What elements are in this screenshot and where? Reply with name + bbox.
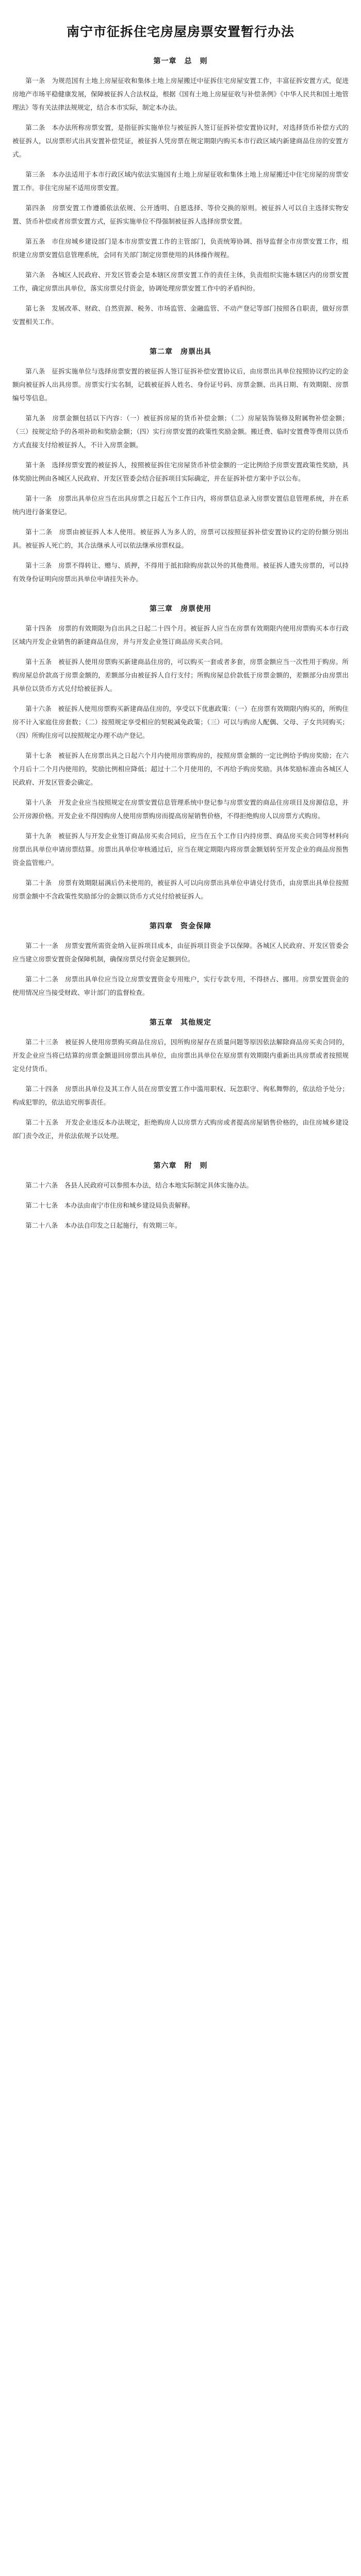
chapter-section	[12, 603, 349, 903]
chapter-title: 第一章 总 则	[153, 57, 208, 65]
chapter-section	[12, 921, 349, 999]
article-paragraph: 第十五条 被征拆人使用房票购买新建商品住房的，可以购买一套或者多套，房票金额应当一次性用于购房。所购房屋总价款高于房票金额的，差额部分由被征拆人自行支付；所购房屋总价款低于房票金额的，差额部分由房票出具单位以货币方式兑付给被征拆人。	[12, 658, 349, 692]
article-paragraph: 第五条 市住房城乡建设部门是本市房票安置工作的主管部门，负责统筹协调、指导监督全市房票安置工作，组织建立房票安置信息管理系统，会同有关部门制定房票使用的具体操作规程。	[12, 238, 349, 259]
chapter-section	[12, 56, 349, 329]
article-paragraph: 第九条 房票金额包括以下内容：（一）被征拆房屋的货币补偿金额；（二）房屋装饰装修及附属物补偿金额；（三）按规定给予的各项补助和奖励金额；（四）实行房票安置的政策性奖励金额。搬迁费、临时安置费等费用以货币方式直接支付给被征拆人，不计入房票金额。	[12, 414, 349, 449]
article-paragraph: 第一条 为规范国有土地上房屋征收和集体土地上房屋搬迁中征拆住宅房屋安置工作，丰富征拆安置方式，促进房地产市场平稳健康发展，保障被征拆人合法权益，根据《国有土地上房屋征收与补偿条例》《中华人民共和国土地管理法》等有关法律法规规定，结合本市实际，制定本办法。	[12, 77, 349, 111]
article-paragraph: 第四条 房票安置工作遵循依法依规、公开透明、自愿选择、等价交换的原则。被征拆人可以自主选择实物安置、货币补偿或者房票安置方式，征拆实施单位不得强制被征拆人选择房票安置。	[12, 204, 349, 225]
article-paragraph: 第二十三条 被征拆人使用房票购买商品住房后，因所购房屋存在质量问题等原因依法解除商品房买卖合同的，开发企业应当将已结算的房票金额退回房票出具单位，由房票出具单位在原房票有效期限内重新出具房票或者按照规定兑付货币。	[12, 1038, 349, 1073]
chapter-section	[12, 346, 349, 586]
article-paragraph: 第二条 本办法所称房票安置，是指征拆实施单位与被征拆人签订征拆补偿安置协议时，对选择货币补偿方式的被征拆人，以房票形式出具安置补偿凭证，被征拆人凭房票在规定期限内购买本市行政区域内新建商品住房的安置方式。	[12, 124, 349, 158]
article-paragraph: 第十条 选择房票安置的被征拆人，按照被征拆住宅房屋货币补偿金额的一定比例给予房票安置政策性奖励，具体奖励比例由各城区人民政府、开发区管委会结合征拆项目实际确定，并在征拆补偿方案中予以公布。	[12, 461, 349, 482]
article-paragraph: 第二十条 房票有效期限届满后仍未使用的，被征拆人可以向房票出具单位申请兑付货币，由房票出具单位按照房票金额中不含政策性奖励部分的金额以货币方式兑付给被征拆人。	[12, 879, 349, 900]
document-title: 南宁市征拆住宅房屋房票安置暂行办法	[66, 24, 294, 39]
article-paragraph: 第二十五条 开发企业违反本办法规定，拒绝购房人以房票方式购房或者提高房屋销售价格的，由住房城乡建设部门责令改正，并依法依规予以处理。	[12, 1118, 349, 1140]
article-paragraph: 第二十四条 房票出具单位及其工作人员在房票安置工作中滥用职权、玩忽职守、徇私舞弊的，依法给予处分；构成犯罪的，依法追究刑事责任。	[12, 1085, 349, 1106]
article-paragraph: 第十七条 被征拆人在房票出具之日起六个月内使用房票购房的，按照房票金额的一定比例给予购房奖励；在六个月后十二个月内使用的，奖励比例相应降低；超过十二个月使用的，不再给予购房奖励。具体奖励标准由各城区人民政府、开发区管委会确定。	[12, 752, 349, 786]
article-paragraph: 第二十七条 本办法由南宁市住房和城乡建设局负责解释。	[25, 1201, 194, 1209]
article-paragraph: 第二十八条 本办法自印发之日起施行，有效期三年。	[25, 1222, 182, 1229]
article-paragraph: 第十二条 房票由被征拆人本人使用。被征拆人为多人的，房票可以按照征拆补偿安置协议约定的份额分别出具。被征拆人死亡的，其合法继承人可以依法继承房票权益。	[12, 528, 349, 549]
article-paragraph: 第十六条 被征拆人使用房票购买新建商品住房的，享受以下优惠政策：（一）在房票有效期限内购买的，所购住房不计入家庭住房套数；（二）按照规定享受相应的契税减免政策；（三）可以与购房人配偶、父母、子女共同购买；（四）所购住房可以按照规定办理不动产登记。	[12, 705, 349, 739]
article-paragraph: 第三条 本办法适用于本市行政区域内依法实施国有土地上房屋征收和集体土地上房屋搬迁中住宅房屋的房票安置工作。非住宅房屋不适用房票安置。	[12, 171, 349, 192]
article-paragraph: 第二十一条 房票安置所需资金纳入征拆项目成本，由征拆项目资金予以保障。各城区人民政府、开发区管委会应当建立房票安置资金保障机制，确保房票兑付资金足额到位。	[12, 942, 349, 963]
article-paragraph: 第十三条 房票不得转让、赠与、质押，不得用于抵扣除购房款以外的其他费用。被征拆人遗失房票的，可以持有效身份证明向房票出具单位申请挂失补办。	[12, 562, 349, 583]
chapter-title: 第三章 房票使用	[150, 605, 211, 613]
chapter-title: 第六章 附 则	[153, 1162, 208, 1170]
chapter-title: 第四章 资金保障	[150, 922, 211, 930]
chapter-section	[12, 1160, 349, 1232]
article-paragraph: 第七条 发展改革、财政、自然资源、税务、市场监管、金融监管、不动产登记等部门按照各自职责，做好房票安置相关工作。	[12, 304, 349, 326]
article-paragraph: 第二十二条 房票出具单位应当设立房票安置资金专用账户，实行专款专用，不得挤占、挪用。房票安置资金的使用情况应当接受财政、审计部门的监督检查。	[12, 975, 349, 996]
article-paragraph: 第十九条 被征拆人与开发企业签订商品房买卖合同后，应当在五个工作日内持房票、商品房买卖合同等材料向房票出具单位申请房票结算。房票出具单位审核通过后，应当在规定期限内将房票金额划转至开发企业的商品房预售资金监管账户。	[12, 832, 349, 867]
chapter-list	[12, 56, 349, 1232]
article-paragraph: 第十一条 房票出具单位应当在出具房票之日起五个工作日内，将房票信息录入房票安置信息管理系统，并在系统内进行备案登记。	[12, 495, 349, 516]
chapter-title: 第二章 房票出具	[150, 348, 211, 356]
article-paragraph: 第二十六条 各县人民政府可以参照本办法，结合本地实际制定具体实施办法。	[25, 1181, 253, 1189]
chapter-section	[12, 1017, 349, 1143]
article-paragraph: 第八条 征拆实施单位与选择房票安置的被征拆人签订征拆补偿安置协议后，由房票出具单位按照协议约定的金额向被征拆人出具房票。房票实行实名制，记载被征拆人姓名、身份证号码、房票金额、出具日期、有效期限、房票编号等信息。	[12, 367, 349, 402]
article-paragraph: 第十八条 开发企业应当按照规定在房票安置信息管理系统中登记参与房票安置的商品住房项目及房源信息，并公开房源价格。开发企业不得因购房人使用房票购房而提高房屋销售价格，不得拒绝购房人以房票方式购房。	[12, 799, 349, 820]
article-paragraph: 第六条 各城区人民政府、开发区管委会是本辖区房票安置工作的责任主体，负责组织实施本辖区内的房票安置工作，确定房票出具单位，落实房票兑付资金，协调处理房票安置工作中的矛盾纠纷。	[12, 271, 349, 292]
article-paragraph: 第十四条 房票的有效期限为自出具之日起二十四个月。被征拆人应当在房票有效期限内使用房票购买本市行政区域内开发企业销售的新建商品住房，并与开发企业签订商品房买卖合同。	[12, 624, 349, 646]
chapter-title: 第五章 其他规定	[150, 1019, 211, 1027]
